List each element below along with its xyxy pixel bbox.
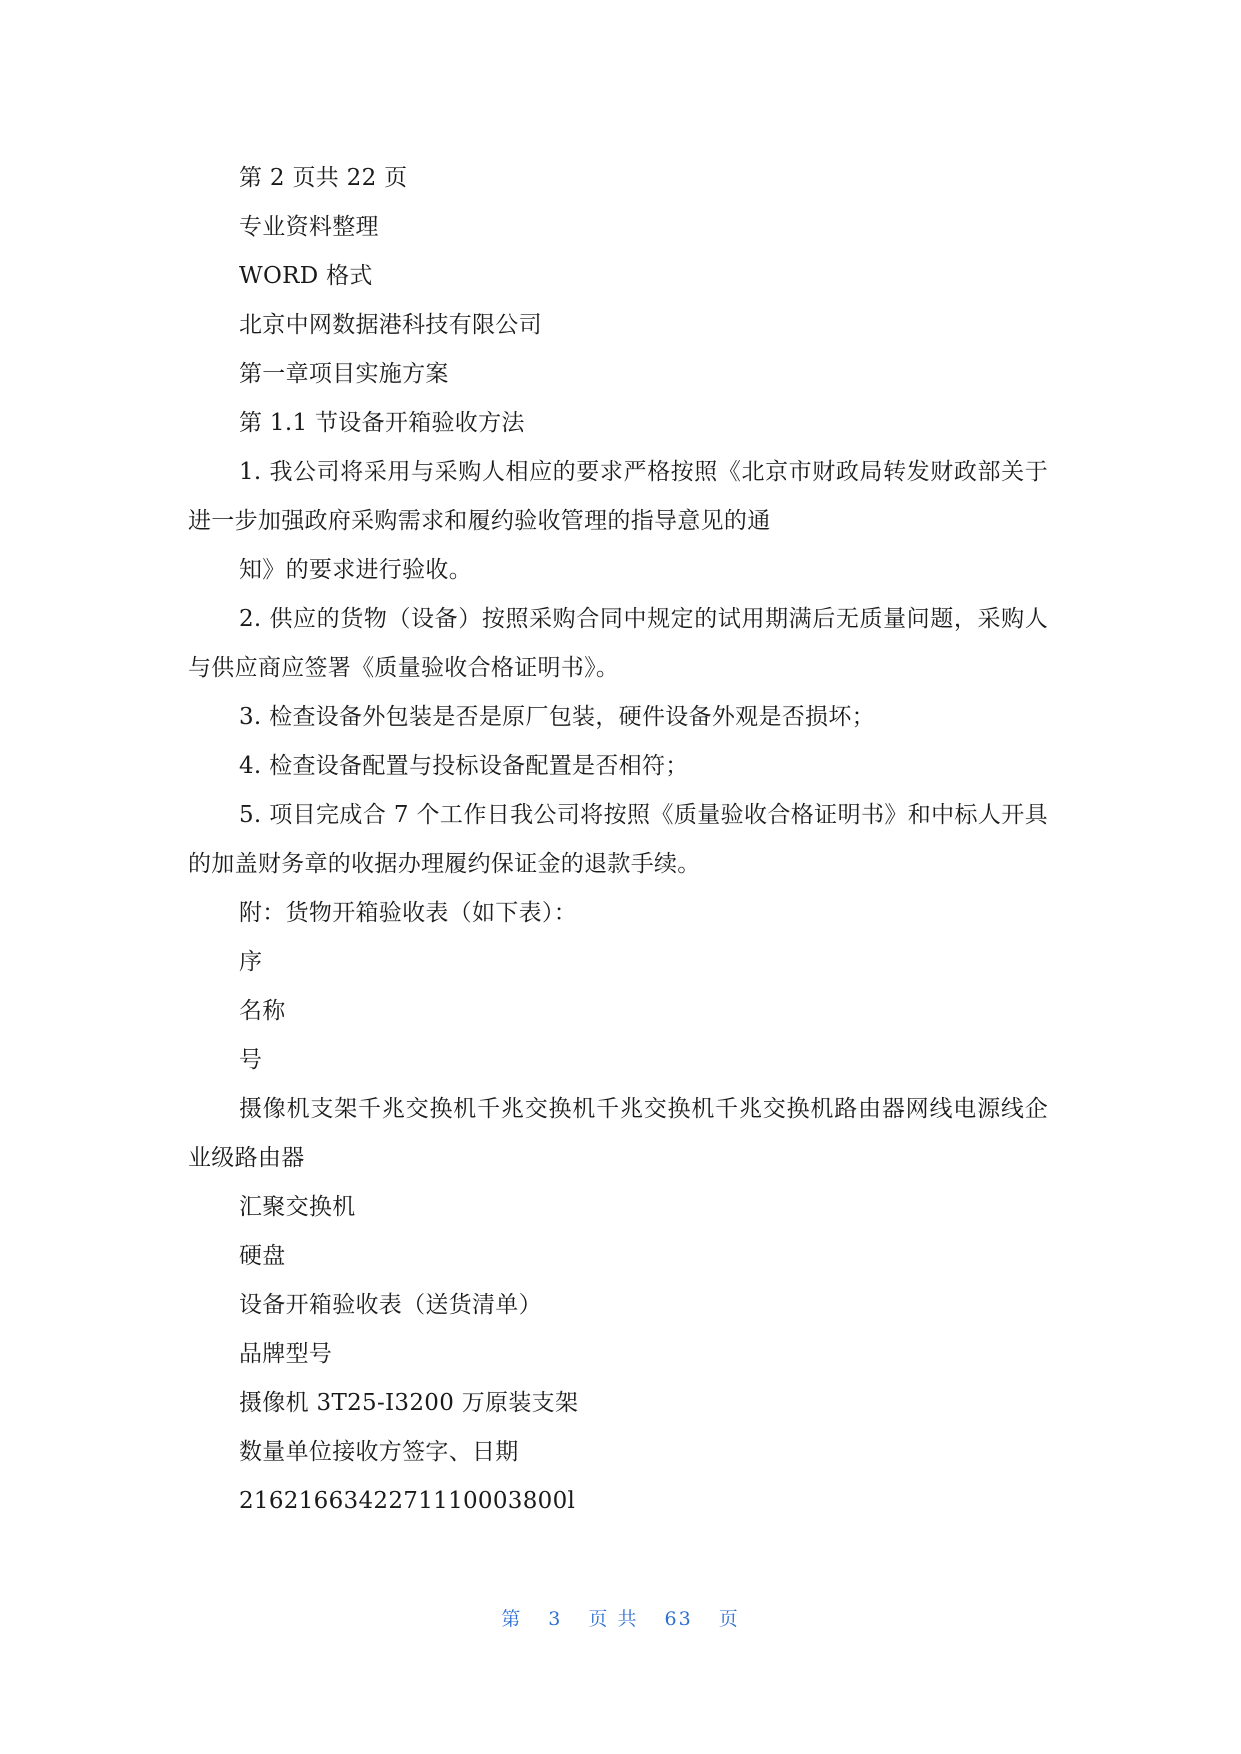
table-header-seq: 序	[239, 949, 263, 975]
attachment-line: 附：货物开箱验收表（如下表）：	[239, 900, 577, 926]
paragraph-2: 2. 供应的货物（设备）按照采购合同中规定的试用期满后无质量问题，采购人与供应商应签署《质量验收合格证明书》。	[188, 606, 1048, 681]
paragraph-1: 1. 我公司将采用与采购人相应的要求严格按照《北京市财政局转发财政部关于进一步加强政府采购需求和履约验收管理的指导意见的通	[188, 459, 1048, 534]
footer-prefix: 第	[501, 1608, 523, 1630]
paragraph-4: 4. 检查设备配置与投标设备配置是否相符；	[239, 753, 689, 779]
chapter-title: 第一章项目实施方案	[239, 361, 449, 387]
item-aggregation-switch: 汇聚交换机	[239, 1194, 356, 1220]
items-paragraph: 摄像机支架千兆交换机千兆交换机千兆交换机千兆交换机路由器网线电源线企业级路由器	[188, 1096, 1048, 1171]
table-title: 设备开箱验收表（送货清单）	[239, 1292, 542, 1318]
footer-total-pages: 63	[664, 1608, 693, 1630]
page-ref-line: 第 2 页共 22 页	[239, 165, 408, 191]
table-header-name: 名称	[239, 998, 286, 1024]
quantity-values: 2162166342271110003800l	[239, 1488, 576, 1514]
format-line: WORD 格式	[239, 263, 373, 289]
paragraph-3: 3. 检查设备外包装是否是原厂包装，硬件设备外观是否损坏；	[239, 704, 875, 730]
item-hard-disk: 硬盘	[239, 1243, 286, 1269]
footer-suffix: 页	[718, 1608, 740, 1630]
paragraph-5: 5. 项目完成合 7 个工作日我公司将按照《质量验收合格证明书》和中标人开具的加盖财务章的收据办理履约保证金的退款手续。	[188, 802, 1048, 877]
table-header-brand-model: 品牌型号	[239, 1341, 333, 1367]
document-body	[188, 154, 1048, 1526]
footer-middle: 页 共	[588, 1608, 639, 1630]
table-header-number: 号	[239, 1047, 263, 1073]
footer-page-number: 3	[548, 1608, 563, 1630]
paragraph-1-continued: 知》的要求进行验收。	[239, 557, 472, 583]
table-header-qty-sign: 数量单位接收方签字、日期	[239, 1439, 519, 1465]
doc-label-line: 专业资料整理	[239, 214, 379, 240]
company-name: 北京中网数据港科技有限公司	[239, 312, 542, 338]
page-footer	[0, 1604, 1241, 1631]
section-title: 第 1.1 节设备开箱验收方法	[239, 410, 525, 436]
item-camera-model: 摄像机 3T25-I3200 万原装支架	[239, 1390, 579, 1416]
